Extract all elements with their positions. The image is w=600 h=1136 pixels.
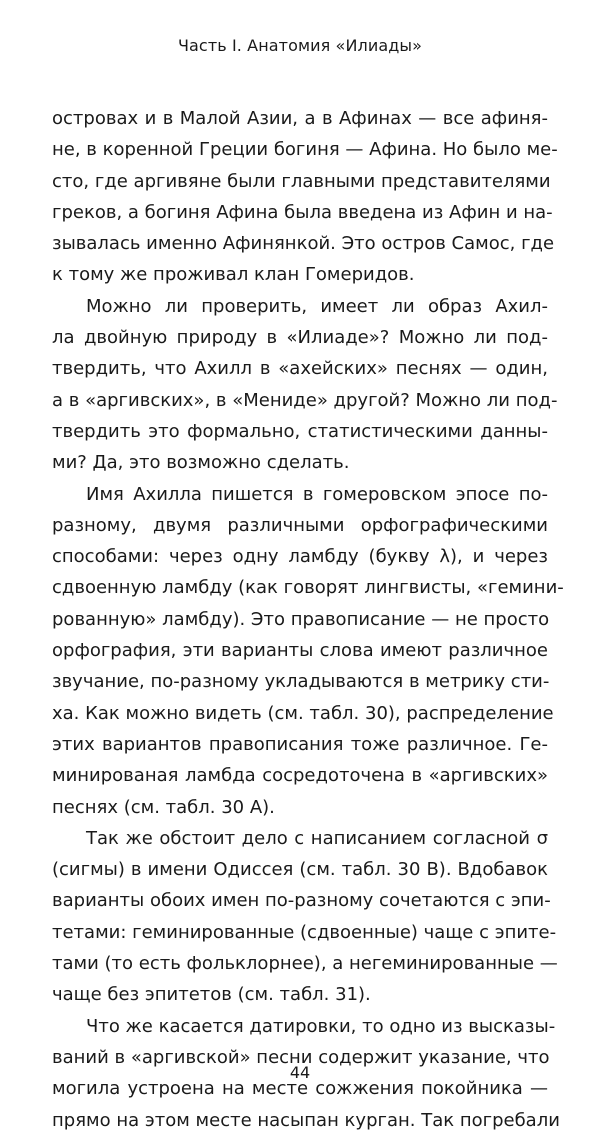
text-line: Что же касается датировки, то одно из высказы- <box>86 1015 556 1037</box>
text-line: зывалась именно Афинянкой. Это остров Самос, где <box>52 233 555 255</box>
text-line: звучание, по-разному укладываются в метрику сти- <box>52 671 550 693</box>
text-line: к тому же проживал клан Гомеридов. <box>52 264 415 286</box>
paragraph-3 <box>52 479 564 823</box>
text-line: могила устроена на месте сожжения покойника — <box>52 1078 548 1100</box>
text-line: чаще без эпитетов (см. табл. 31). <box>52 984 371 1006</box>
text-line: а в «аргивских», в «Мениде» другой? Можно ли под- <box>52 389 558 411</box>
paragraph-2 <box>52 291 558 479</box>
text-line: разному, двумя различными орфографическими <box>52 514 548 536</box>
paragraph-1 <box>52 103 558 291</box>
text-line: орфография, эти варианты слова имеют различное <box>52 640 548 662</box>
running-title: Часть I. Анатомия «Илиады» <box>177 36 423 55</box>
text-line: греков, а богиня Афина была введена из Афин и на- <box>52 201 553 223</box>
text-line: не, в коренной Греции богиня — Афина. Но было ме- <box>52 139 558 161</box>
text-line: ваний в «аргивской» песни содержит указание, что <box>52 1046 550 1068</box>
text-line: ми? Да, это возможно сделать. <box>52 452 350 474</box>
text-line: ла двойную природу в «Илиаде»? Можно ли под- <box>52 327 548 349</box>
text-line: рованную» ламбду). Это правописание — не просто <box>52 608 550 630</box>
text-line: Так же обстоит дело с написанием согласной σ <box>86 827 548 849</box>
page-body-text <box>52 103 564 1136</box>
text-line: способами: через одну ламбду (букву λ), и через <box>52 546 548 568</box>
text-line: сдвоенную ламбду (как говорят лингвисты, «гемини- <box>52 577 564 599</box>
text-line: минированая ламбда сосредоточена в «аргивских» <box>52 765 548 787</box>
text-line: островах и в Малой Азии, а в Афинах — все афиня- <box>52 108 548 129</box>
paragraph-4 <box>52 823 558 1011</box>
text-line: сто, где аргивяне были главными представителями <box>52 170 551 192</box>
text-line: тами (то есть фольклорнее), а негеминированные — <box>52 953 558 975</box>
text-line: прямо на этом месте насыпан курган. Так погребали <box>52 1109 560 1131</box>
text-line: тетами: геминированные (сдвоенные) чаще с эпите- <box>52 921 557 943</box>
text-line: этих вариантов правописания тоже различное. Ге- <box>52 733 548 755</box>
page-number: 44 <box>289 1063 311 1082</box>
text-line: варианты обоих имен по-разному сочетаются с эпи- <box>52 890 551 912</box>
text-line: песнях (см. табл. 30 А). <box>52 796 275 818</box>
text-line: Имя Ахилла пишется в гомеровском эпосе по- <box>86 483 548 505</box>
text-line: твердить, что Ахилл в «ахейских» песнях — один, <box>52 358 548 380</box>
text-line: (сигмы) в имени Одиссея (см. табл. 30 В). Вдобавок <box>52 859 548 881</box>
text-line: Можно ли проверить, имеет ли образ Ахил- <box>86 295 548 317</box>
text-line: ха. Как можно видеть (см. табл. 30), распределение <box>52 702 554 724</box>
text-line: твердить это формально, статистическими данны- <box>52 420 548 442</box>
